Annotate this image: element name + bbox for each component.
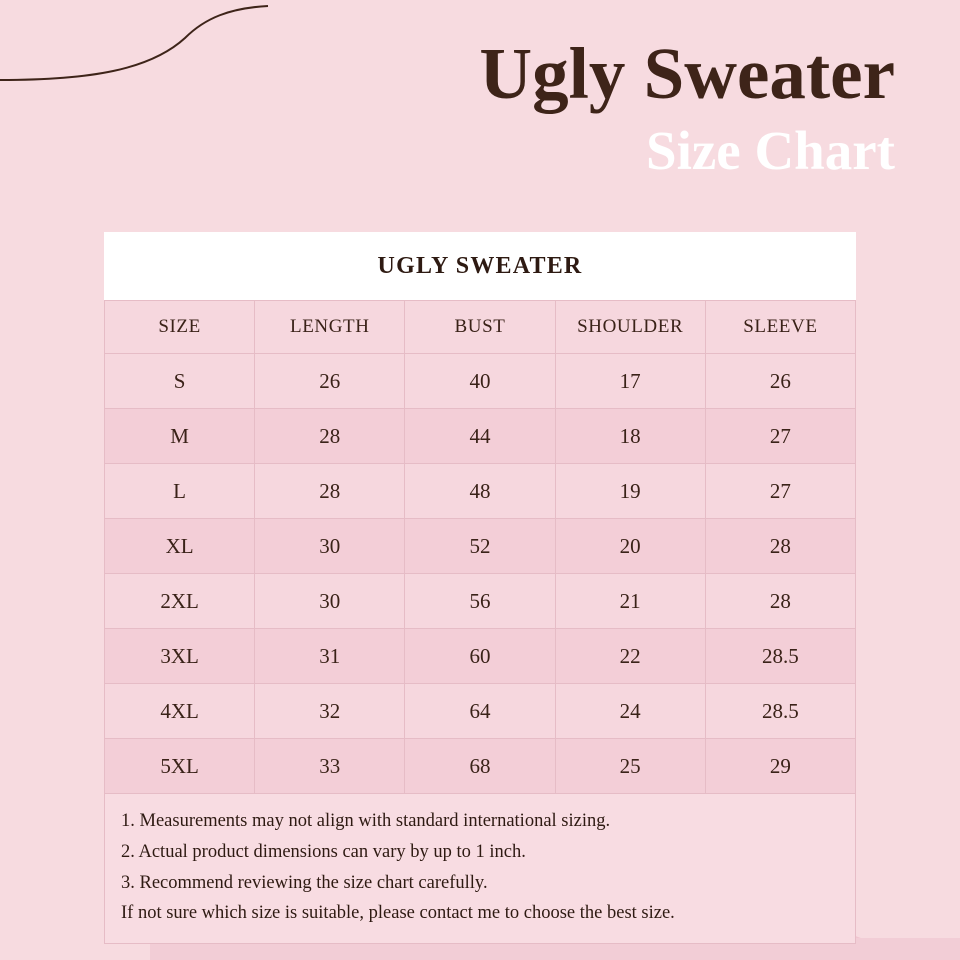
table-row <box>105 519 856 574</box>
cell-sleeve: 29 <box>705 739 855 794</box>
page-header <box>0 33 900 181</box>
cell-size: S <box>105 354 255 409</box>
size-chart-table <box>104 300 856 794</box>
column-header-length: LENGTH <box>255 301 405 354</box>
cell-bust: 68 <box>405 739 555 794</box>
cell-size: 3XL <box>105 629 255 684</box>
cell-bust: 52 <box>405 519 555 574</box>
cell-sleeve: 27 <box>705 464 855 519</box>
column-header-size: SIZE <box>105 301 255 354</box>
cell-shoulder: 21 <box>555 574 705 629</box>
cell-length: 30 <box>255 574 405 629</box>
table-body <box>105 354 856 794</box>
column-header-sleeve: SLEEVE <box>705 301 855 354</box>
table-header-row <box>105 301 856 354</box>
cell-sleeve: 28.5 <box>705 629 855 684</box>
cell-shoulder: 18 <box>555 409 705 464</box>
cell-length: 32 <box>255 684 405 739</box>
cell-sleeve: 28.5 <box>705 684 855 739</box>
cell-size: XL <box>105 519 255 574</box>
cell-length: 31 <box>255 629 405 684</box>
table-row <box>105 574 856 629</box>
note-line: 2. Actual product dimensions can vary by up to 1 inch. <box>121 841 526 862</box>
table-row <box>105 629 856 684</box>
cell-bust: 48 <box>405 464 555 519</box>
cell-shoulder: 24 <box>555 684 705 739</box>
notes-section <box>104 794 856 944</box>
page-title: Ugly Sweater <box>479 33 895 114</box>
cell-size: 2XL <box>105 574 255 629</box>
table-caption: UGLY SWEATER <box>104 232 856 300</box>
cell-length: 33 <box>255 739 405 794</box>
cell-length: 26 <box>255 354 405 409</box>
cell-size: M <box>105 409 255 464</box>
cell-length: 28 <box>255 464 405 519</box>
table-header <box>105 301 856 354</box>
table-row <box>105 354 856 409</box>
cell-bust: 64 <box>405 684 555 739</box>
cell-bust: 44 <box>405 409 555 464</box>
column-header-bust: BUST <box>405 301 555 354</box>
cell-size: L <box>105 464 255 519</box>
cell-sleeve: 26 <box>705 354 855 409</box>
table-row <box>105 464 856 519</box>
cell-length: 28 <box>255 409 405 464</box>
note-line: 3. Recommend reviewing the size chart carefully. <box>121 872 488 893</box>
cell-shoulder: 22 <box>555 629 705 684</box>
cell-sleeve: 28 <box>705 519 855 574</box>
note-line: 1. Measurements may not align with standard international sizing. <box>121 811 611 831</box>
cell-shoulder: 25 <box>555 739 705 794</box>
cell-bust: 60 <box>405 629 555 684</box>
cell-sleeve: 28 <box>705 574 855 629</box>
page-subtitle: Size Chart <box>646 119 895 181</box>
cell-length: 30 <box>255 519 405 574</box>
cell-shoulder: 19 <box>555 464 705 519</box>
table-row <box>105 684 856 739</box>
cell-size: 4XL <box>105 684 255 739</box>
cell-bust: 40 <box>405 354 555 409</box>
size-chart-sheet <box>104 232 856 944</box>
table-row <box>105 739 856 794</box>
cell-size: 5XL <box>105 739 255 794</box>
cell-bust: 56 <box>405 574 555 629</box>
column-header-shoulder: SHOULDER <box>555 301 705 354</box>
cell-sleeve: 27 <box>705 409 855 464</box>
note-line: If not sure which size is suitable, please contact me to choose the best size. <box>121 903 675 924</box>
cell-shoulder: 17 <box>555 354 705 409</box>
table-row <box>105 409 856 464</box>
cell-shoulder: 20 <box>555 519 705 574</box>
